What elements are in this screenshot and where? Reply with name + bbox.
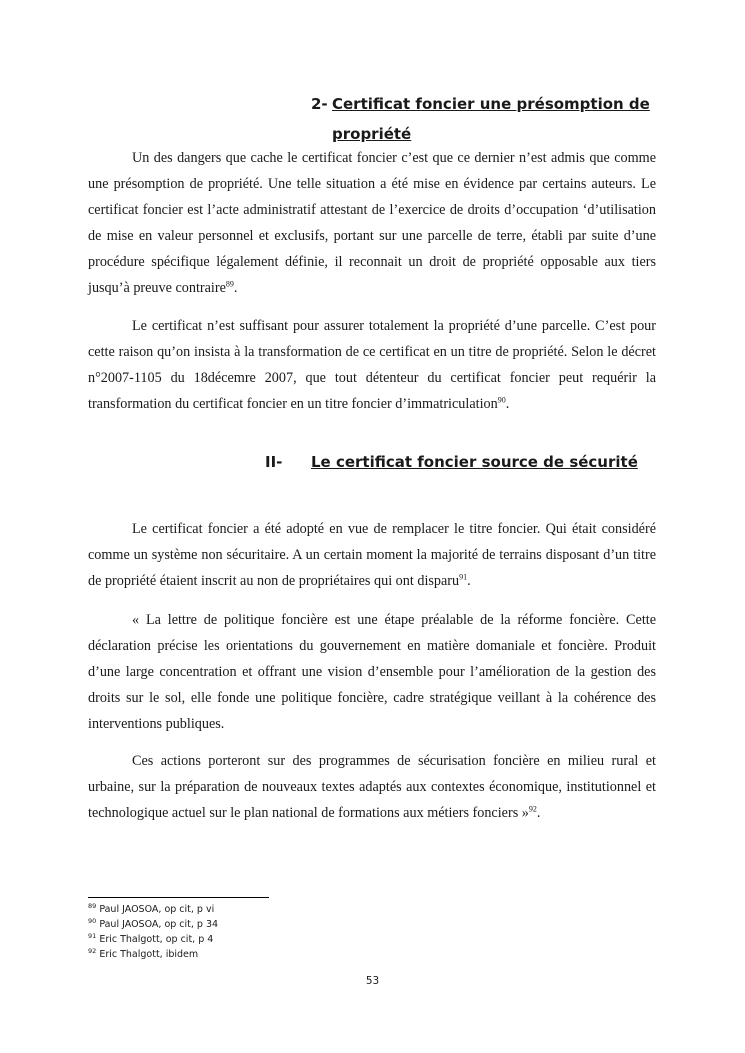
page-number: 53 [365,975,380,987]
footnotes [88,902,218,962]
paragraph: Le certificat n’est suffisant pour assurer totalement la propriété d’une parcelle. C’est pour cette raison qu’on insista à la transformation de ce certificat en un titre de propriété. Selon le décret n°2007-1105 du 18décemre 2007, que tout détenteur du certificat foncier peut requérir la transformation du certificat foncier en un titre foncier d’immatriculation$^{90}$. [88,318,656,412]
subsection-number: 2- [311,95,328,113]
paragraph: Un des dangers que cache le certificat foncier c’est que ce dernier n’est admis que comme une présomption de propriété. Une telle situation a été mise en évidence par certains auteurs. Le certificat foncier est l’acte administratif attestant de l’exercice de droits d’occupation ‘d’utilisation de mise en valeur personnel et exclusifs, portant sur une parcelle de terre, établi par suite d’une procédure spécifique légalement définie, il reconnait un droit de propriété opposable aux tiers jusqu’à preuve contraire$^{89}$. [88,150,656,296]
footnote-ref[interactable]: 90 [497,395,506,405]
subsection-title: Certificat foncier une présomption de propriété [332,95,650,143]
footnote: $^{91}$ Eric Thalgott, op cit, p 4 [88,931,214,945]
section-number: II- [265,453,283,471]
paragraph: « La lettre de politique foncière est une étape préalable de la réforme foncière. Cette déclaration précise les orientations du gouvernement en matière domaniale et foncière. Produit d’une large concentration et offrant une vision d’ensemble pour l’amélioration de la gestion des droits sur le sol, elle fonde une politique foncière, cadre stratégique veillant à la cohérence des interventions publiques. [88,612,656,732]
footnote-ref[interactable]: 92 [528,804,537,814]
footnote: $^{92}$ Eric Thalgott, ibidem [88,946,199,960]
footnote-separator [88,897,269,898]
paragraph: Ces actions porteront sur des programmes de sécurisation foncière en milieu rural et urbaine, sur la préparation de nouveaux textes adaptés aux contextes économique, institutionnel et technologique actuel sur le plan national de formations aux métiers fonciers »$^{92}$. [88,753,656,821]
paragraph: Le certificat foncier a été adopté en vue de remplacer le titre foncier. Qui était considéré comme un système non sécuritaire. A un certain moment la majorité de terrains disposant d’un titre de propriété étaient inscrit au non de propriétaires qui ont disparu$^{91}$. [88,521,656,589]
footnote-ref[interactable]: 91 [459,572,468,582]
section-title: Le certificat foncier source de sécurité [311,453,638,471]
footnote-ref[interactable]: 89 [225,279,234,289]
footnote: $^{90}$ Paul JAOSOA, op cit, p 34 [88,916,219,930]
footnote: $^{89}$ Paul JAOSOA, op cit, p vi [88,901,215,915]
